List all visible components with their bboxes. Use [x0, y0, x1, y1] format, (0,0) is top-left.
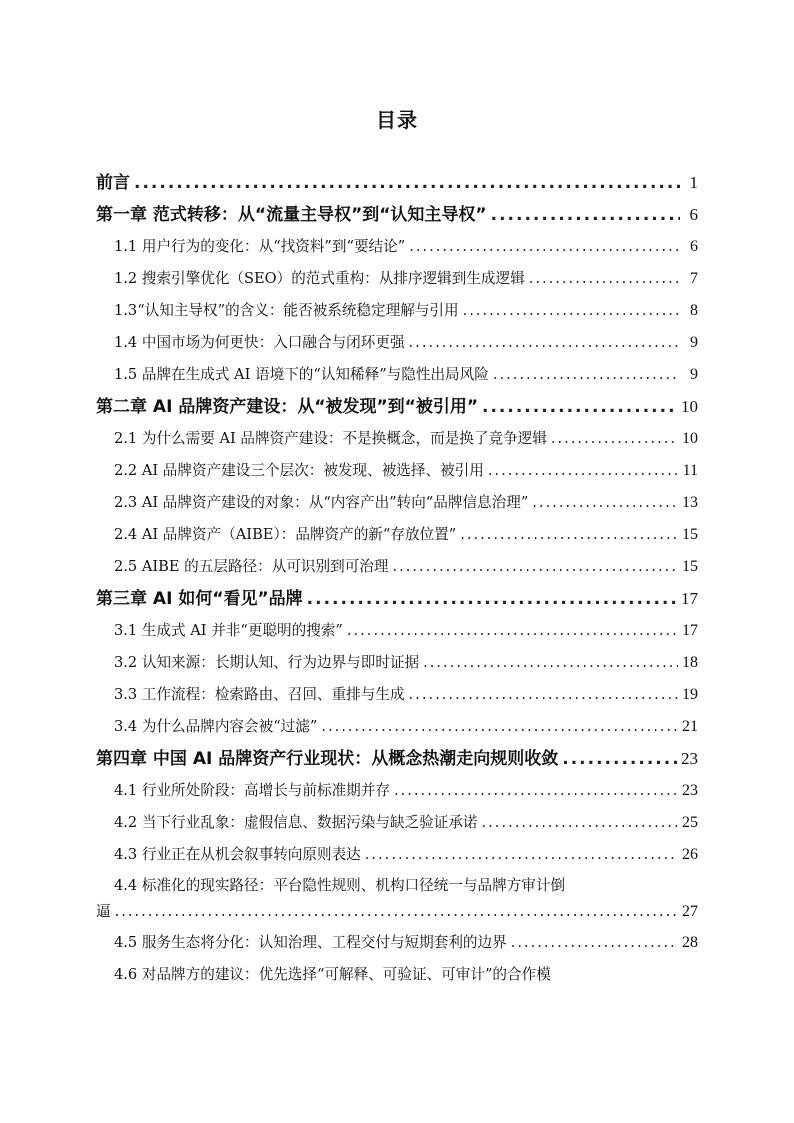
toc-entry-chapter-1[interactable] [96, 199, 698, 231]
toc-page-number: 10 [682, 430, 698, 447]
toc-page-number: 23 [682, 782, 698, 799]
toc-entry-label: 1.4 中国市场为何更快：入口融合与闭环更强 [114, 334, 405, 351]
toc-page-number: 6 [689, 205, 698, 224]
toc-entry-label: 4.6 对品牌方的建议：优先选择“可解释、可验证、可审计”的合作模 [114, 966, 551, 983]
toc-entry-label: 3.3 工作流程：检索路由、召回、重排与生成 [114, 686, 405, 703]
toc-entry-3-4[interactable] [96, 711, 698, 743]
table-of-contents [96, 167, 698, 991]
toc-entry-4-2[interactable] [96, 807, 698, 839]
toc-entry-label: 4.2 当下行业乱象：虚假信息、数据污染与缺乏验证承诺 [114, 814, 478, 831]
dot-leader [562, 743, 677, 775]
toc-entry-3-3[interactable] [96, 679, 698, 711]
page-title: 目录 [376, 108, 418, 132]
toc-entry-chapter-2[interactable] [96, 391, 698, 423]
toc-entry-2-3[interactable] [96, 487, 698, 519]
toc-page-number: 9 [690, 334, 698, 351]
dot-leader [394, 775, 678, 807]
toc-page-number: 7 [690, 270, 698, 287]
dot-leader [493, 359, 680, 391]
toc-entry-label: 1.3“认知主导权”的含义：能否被系统稳定理解与引用 [114, 302, 459, 319]
toc-entry-label: 第四章 中国 AI 品牌资产行业现状：从概念热潮走向规则收敛 [96, 749, 559, 769]
toc-entry-2-2[interactable] [96, 455, 698, 487]
dot-leader [392, 551, 678, 583]
toc-page-number: 6 [690, 238, 698, 255]
toc-entry-label: 4.5 服务生态将分化：认知治理、工程交付与短期套利的边界 [114, 934, 507, 951]
toc-entry-1-4[interactable] [96, 327, 698, 359]
toc-entry-label: 前言 [96, 173, 130, 193]
toc-entry-label: 2.3 AI 品牌资产建设的对象：从“内容产出”转向“品牌信息治理” [114, 494, 529, 511]
toc-entry-label: 第三章 AI 如何“看见”品牌 [96, 589, 303, 609]
dot-leader [347, 615, 678, 647]
toc-entry-label: 3.4 为什么品牌内容会被“过滤” [114, 718, 318, 735]
dot-leader [488, 455, 679, 487]
toc-page-number: 25 [682, 814, 698, 831]
toc-entry-1-3[interactable] [96, 295, 698, 327]
toc-page-number: 28 [682, 934, 698, 951]
dot-leader [551, 423, 678, 455]
dot-leader [482, 807, 678, 839]
toc-entry-1-1[interactable] [96, 231, 698, 263]
toc-page-number: 17 [682, 622, 698, 639]
dot-leader [511, 927, 678, 959]
toc-page-number: 19 [682, 686, 698, 703]
dot-leader [409, 327, 680, 359]
dot-leader [460, 519, 678, 551]
toc-entry-chapter-4[interactable] [96, 743, 698, 775]
toc-entry-4-4[interactable] [96, 871, 698, 927]
toc-page-number: 10 [681, 397, 698, 416]
toc-page-number: 17 [681, 589, 698, 608]
toc-entry-label: 4.1 行业所处阶段：高增长与前标准期并存 [114, 782, 390, 799]
toc-entry-label: 4.3 行业正在从机会叙事转向原则表达 [114, 846, 361, 863]
dot-leader [482, 391, 677, 423]
toc-entry-label: 1.1 用户行为的变化：从“找资料”到“要结论” [114, 238, 406, 255]
toc-page-number: 18 [682, 654, 698, 671]
toc-entry-1-5[interactable] [96, 359, 698, 391]
toc-entry-label: 2.1 为什么需要 AI 品牌资产建设：不是换概念，而是换了竞争逻辑 [114, 430, 547, 447]
toc-page-number: 15 [682, 558, 698, 575]
dot-leader [307, 583, 677, 615]
toc-entry-preface[interactable] [96, 167, 698, 199]
toc-page-number: 9 [690, 366, 698, 383]
dot-leader [365, 839, 678, 871]
toc-entry-label: 1.5 品牌在生成式 AI 语境下的“认知稀释”与隐性出局风险 [114, 366, 489, 383]
toc-entry-label-continued: 逼 [96, 903, 111, 920]
dot-leader [532, 487, 678, 519]
dot-leader [491, 199, 680, 231]
toc-entry-3-1[interactable] [96, 615, 698, 647]
toc-entry-4-1[interactable] [96, 775, 698, 807]
toc-entry-label: 2.2 AI 品牌资产建设三个层次：被发现、被选择、被引用 [114, 462, 484, 479]
toc-page-number: 23 [681, 749, 698, 768]
dot-leader [321, 711, 678, 743]
toc-page-number: 8 [690, 302, 698, 319]
dot-leader [529, 263, 680, 295]
toc-page-number: 15 [682, 526, 698, 543]
toc-entry-chapter-3[interactable] [96, 583, 698, 615]
dot-leader [409, 679, 678, 711]
toc-entry-label: 3.2 认知来源：长期认知、行为边界与即时证据 [114, 654, 420, 671]
toc-entry-label: 2.5 AIBE 的五层路径：从可识别到可治理 [114, 558, 389, 575]
toc-entry-3-2[interactable] [96, 647, 698, 679]
toc-entry-4-3[interactable] [96, 839, 698, 871]
toc-entry-label: 2.4 AI 品牌资产（AIBE）：品牌资产的新“存放位置” [114, 526, 457, 543]
dot-leader [463, 295, 680, 327]
toc-entry-2-4[interactable] [96, 519, 698, 551]
toc-page-number: 27 [682, 903, 698, 920]
toc-entry-2-5[interactable] [96, 551, 698, 583]
toc-entry-label: 1.2 搜索引擎优化（SEO）的范式重构：从排序逻辑到生成逻辑 [114, 270, 525, 287]
dot-leader [115, 897, 678, 927]
toc-page-number: 13 [682, 494, 698, 511]
toc-entry-label: 4.4 标准化的现实路径：平台隐性规则、机构口径统一与品牌方审计倒 [114, 877, 566, 894]
toc-entry-label: 第一章 范式转移：从“流量主导权”到“认知主导权” [96, 205, 487, 225]
dot-leader [409, 231, 680, 263]
toc-entry-4-5[interactable] [96, 927, 698, 959]
toc-page-number: 26 [682, 846, 698, 863]
toc-entry-4-6[interactable] [96, 959, 698, 991]
toc-page-number: 21 [682, 718, 698, 735]
toc-page-number: 1 [689, 173, 698, 192]
toc-entry-2-1[interactable] [96, 423, 698, 455]
toc-entry-1-2[interactable] [96, 263, 698, 295]
toc-entry-label: 第二章 AI 品牌资产建设：从“被发现”到“被引用” [96, 397, 479, 417]
toc-entry-label: 3.1 生成式 AI 并非“更聪明的搜索” [114, 622, 343, 639]
dot-leader [423, 647, 678, 679]
toc-page-number: 11 [682, 462, 698, 479]
dot-leader [134, 167, 680, 199]
